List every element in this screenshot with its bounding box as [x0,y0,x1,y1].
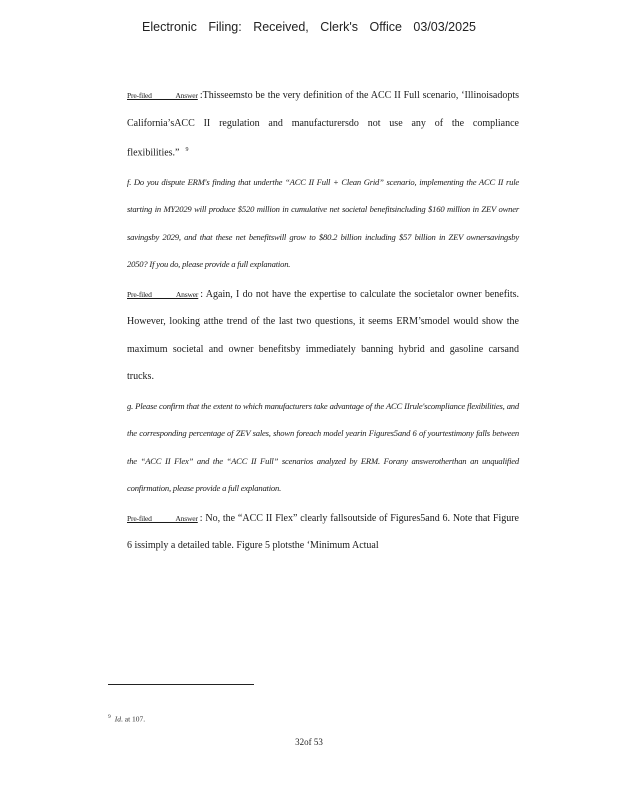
footnote [108,714,145,724]
document-body [127,82,519,562]
answer-2-text: : Again, I do not have the expertise to calculate the societalor owner benefits. However, looking atthe trend of the last two questions, it seems ERM’smodel would show the maximum societal and owner benefitsby immediately banning hybrid and gasoline carsand trucks. [127,288,519,383]
answer-1-text: :Thisseemsto be the very definition of the ACC II Full scenario, ‘Illinoisadopts California’sACC II regulation and manufacturersdo not use any of the compliance flexibilities.” [127,90,519,159]
prefiled-answer-label: Pre-filed Answer [127,289,199,299]
footnote-divider [108,684,254,685]
footnote-id: Id [114,714,121,724]
answer-3-text: : No, the “ACC II Flex” clearly fallsoutside of Figures5and 6. Note that Figure 6 issimply a detailed table. Figure 5 plotsthe ‘Minimum Actual [127,512,519,552]
question-f: f. Do you dispute ERM's finding that underthe “ACC II Full + Clean Grid” scenario, implementing the ACC II rule starting in MY2029 will produce $520 million in cumulative net societal benefitsincluding $160 million in ZEV owner savingsby 2029, and that these net benefitswill grow to $80.2 billion including $57 billion in ZEV ownersavingsby 2050? If you do, please provide a full explanation. [127,176,519,270]
question-g: g. Please confirm that the extent to which manufacturers take advantage of the ACC IIrule'scompliance flexibilities, and the corresponding percentage of ZEV sales, shown foreach model yearin Figures5and 6 of yourtestimony falls between the “ACC II Flex” and the “ACC II Full” scenarios analyzed by ERM. Forany answerotherthan an unqualified confirmation, please provide a full explanation. [127,400,519,494]
prefiled-answer-label: Pre-filed Answer [127,513,198,523]
footnote-text: . at 107. [121,714,146,724]
filing-header: Electronic Filing: Received, Clerk's Office 03/03/2025 [142,20,476,34]
answer-paragraph-1 [127,82,519,167]
footnote-reference[interactable]: 9 [185,147,189,153]
footnote-number: 9 [108,714,111,720]
prefiled-answer-label: Pre-filed Answer [127,91,198,100]
answer-paragraph-3 [127,505,519,560]
answer-paragraph-2 [127,281,519,391]
page-number: 32of 53 [295,737,323,747]
